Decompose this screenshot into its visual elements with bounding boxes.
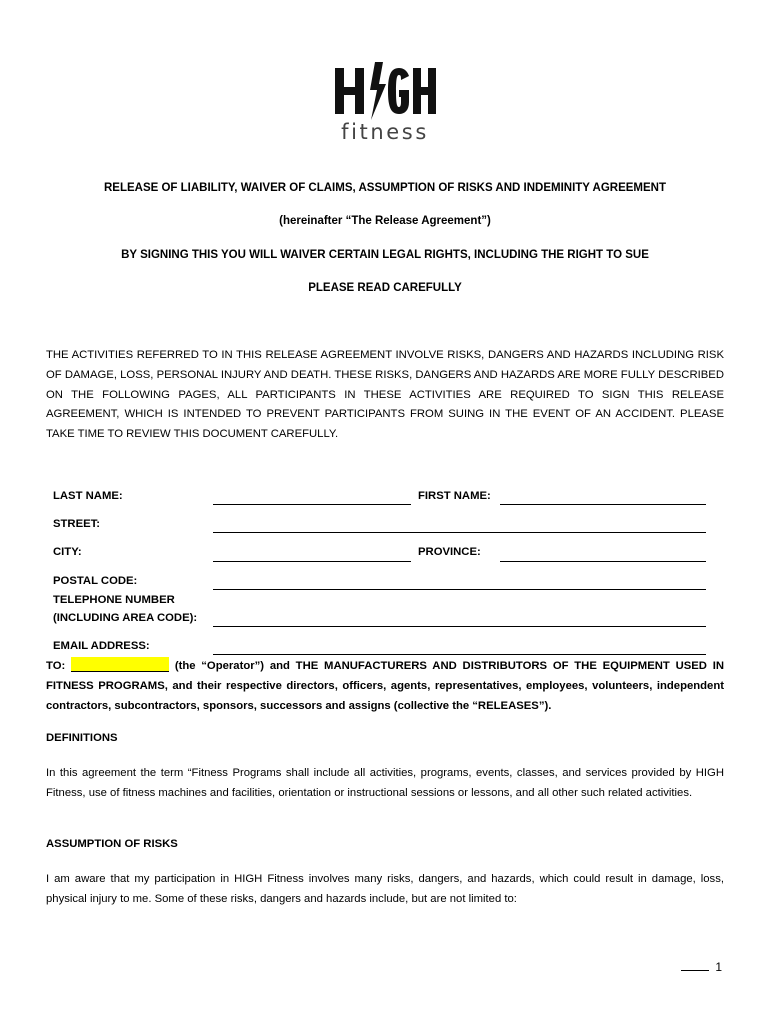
to-label: TO: bbox=[46, 660, 66, 672]
postal-code-field[interactable] bbox=[213, 589, 706, 590]
last-name-label: LAST NAME: bbox=[53, 490, 123, 502]
first-name-field[interactable] bbox=[500, 504, 706, 505]
last-name-field[interactable] bbox=[213, 504, 411, 505]
page-footer bbox=[681, 960, 722, 974]
document-subtitle: (hereinafter “The Release Agreement”) bbox=[279, 215, 491, 227]
read-carefully-notice: PLEASE READ CAREFULLY bbox=[308, 282, 462, 294]
operator-name-field[interactable] bbox=[71, 657, 169, 672]
legal-rights-warning: BY SIGNING THIS YOU WILL WAIVER CERTAIN LEGAL RIGHTS, INCLUDING THE RIGHT TO SUE bbox=[121, 249, 649, 261]
to-paragraph-text: (the “Operator”) and THE MANUFACTURERS AND DISTRIBUTORS OF THE EQUIPMENT USED IN FITNESS PROGRAMS, and their respective directors, officers, agents, representatives, employees, volunteers, independent contractors, subcontractors, sponsors, successors and assigns (collective the “RELEASES”). bbox=[46, 660, 725, 712]
high-wordmark-logo bbox=[333, 62, 437, 120]
province-label: PROVINCE: bbox=[418, 546, 481, 558]
definitions-paragraph: In this agreement the term “Fitness Programs shall include all activities, programs, events, classes, and services provided by HIGH Fitness, use of fitness machines and facilities, orientation or instructional sessions or lessons, and all other such related activities. bbox=[46, 767, 724, 799]
telephone-field[interactable] bbox=[213, 626, 706, 627]
initials-field[interactable] bbox=[681, 970, 709, 971]
postal-code-label: POSTAL CODE: bbox=[53, 575, 138, 587]
definitions-heading: DEFINITIONS bbox=[46, 732, 118, 744]
to-paragraph bbox=[46, 656, 724, 716]
city-label: CITY: bbox=[53, 546, 82, 558]
email-field[interactable] bbox=[213, 654, 706, 655]
first-name-label: FIRST NAME: bbox=[418, 490, 491, 502]
logo-subtitle: fitness bbox=[341, 120, 429, 144]
email-label: EMAIL ADDRESS: bbox=[53, 640, 150, 652]
city-field[interactable] bbox=[213, 561, 411, 562]
page-number: 1 bbox=[715, 960, 722, 974]
assumption-of-risks-paragraph: I am aware that my participation in HIGH Fitness involves many risks, dangers, and hazards, which could result in damage, loss, physical injury to me. Some of these risks, dangers and hazards include, but are not limited to: bbox=[46, 873, 724, 905]
intro-paragraph: THE ACTIVITIES REFERRED TO IN THIS RELEASE AGREEMENT INVOLVE RISKS, DANGERS AND HAZARDS INCLUDING RISK OF DAMAGE, LOSS, PERSONAL INJURY AND DEATH. THESE RISKS, DANGERS AND HAZARDS ARE MORE FULLY DESCRIBED ON THE FOLLOWING PAGES, ALL PARTICIPANTS IN THESE ACTIVITIES ARE REQUIRED TO SIGN THIS RELEASE AGREEMENT, WHICH IS INTENDED TO PREVENT PARTICIPANTS FROM SUING IN THE EVENT OF AN ACCIDENT. PLEASE TAKE TIME TO REVIEW THIS DOCUMENT CAREFULLY. bbox=[46, 349, 724, 441]
street-field[interactable] bbox=[213, 532, 706, 533]
high-fitness-logo bbox=[333, 62, 437, 146]
assumption-of-risks-heading: ASSUMPTION OF RISKS bbox=[46, 838, 178, 850]
document-title: RELEASE OF LIABILITY, WAIVER OF CLAIMS, ASSUMPTION OF RISKS AND INDEMINITY AGREEMENT bbox=[103, 182, 667, 194]
telephone-label: TELEPHONE NUMBER bbox=[53, 594, 175, 606]
province-field[interactable] bbox=[500, 561, 706, 562]
telephone-area-code-label: (INCLUDING AREA CODE): bbox=[53, 612, 198, 624]
street-label: STREET: bbox=[53, 518, 101, 530]
